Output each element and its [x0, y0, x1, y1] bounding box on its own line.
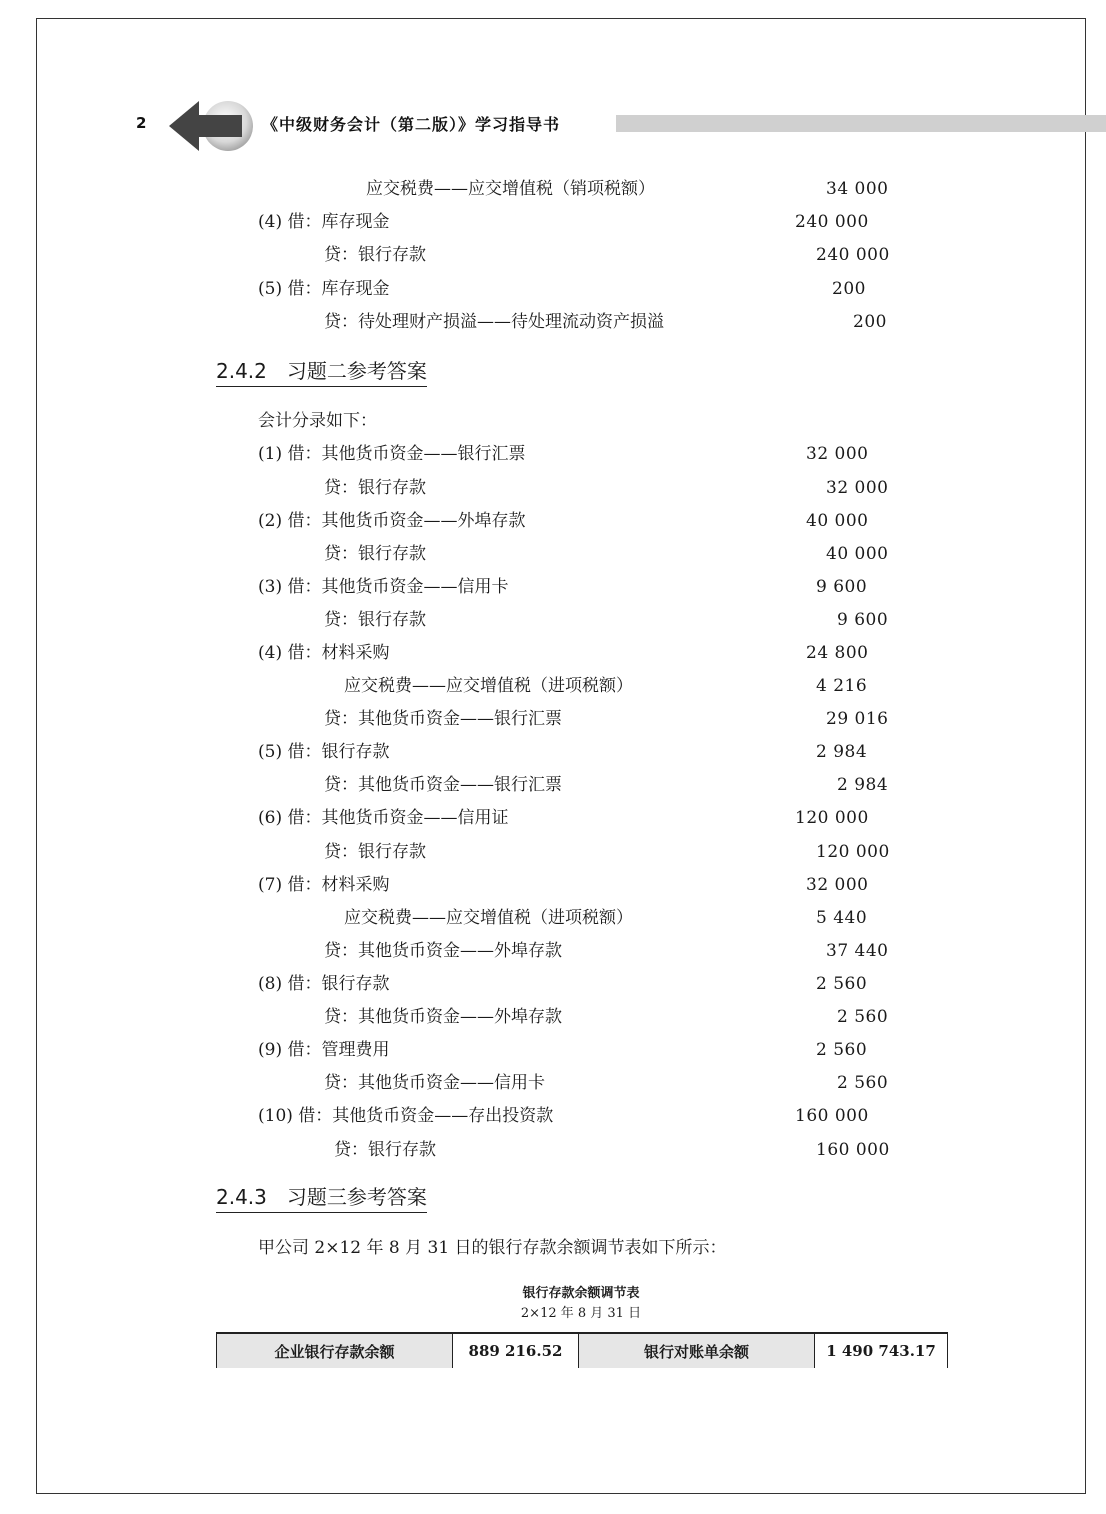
entry-amount: 2 984 [837, 775, 889, 795]
entry-label: 贷：银行存款 [334, 1140, 436, 1160]
entry-amount: 120 000 [795, 808, 869, 828]
table-header-row [217, 1333, 948, 1368]
entry-amount: 34 000 [826, 179, 889, 199]
entry-label: 贷：其他货币资金——外埠存款 [324, 941, 562, 961]
section-heading-2-4-2 [216, 358, 427, 387]
journal-entry [0, 307, 1106, 337]
table-date: 2×12 年 8 月 31 日 [520, 1306, 642, 1321]
entry-label: (5) 借：库存现金 [258, 279, 390, 299]
entry-label: (2) 借：其他货币资金——外埠存款 [258, 511, 526, 531]
entry-amount: 160 000 [816, 1140, 890, 1160]
journal-entry [0, 1068, 1106, 1098]
journal-entry [0, 870, 1106, 900]
entry-label: (9) 借：管理费用 [258, 1040, 390, 1060]
journal-entry [0, 1035, 1106, 1065]
journal-entry [0, 207, 1106, 237]
book-title: 《中级财务会计（第二版）》学习指导书 [262, 115, 561, 134]
entry-label: (6) 借：其他货币资金——信用证 [258, 808, 509, 828]
entry-amount: 200 [832, 279, 866, 299]
journal-entry [0, 174, 1106, 204]
section-intro: 会计分录如下： [258, 411, 377, 431]
header-bar [616, 115, 1106, 132]
journal-entry [0, 770, 1106, 800]
journal-entry [0, 936, 1106, 966]
bank-balance-label: 银行对账单余额 [579, 1333, 815, 1368]
journal-entry [0, 1002, 1106, 1032]
journal-entry [0, 903, 1106, 933]
entry-amount: 37 440 [826, 941, 889, 961]
entry-label: 贷：银行存款 [324, 610, 426, 630]
entry-label: (5) 借：银行存款 [258, 742, 390, 762]
entry-amount: 4 216 [816, 676, 868, 696]
section-number: 2.4.2 [216, 359, 267, 383]
entry-amount: 5 440 [816, 908, 868, 928]
entry-amount: 160 000 [795, 1106, 869, 1126]
journal-entry [0, 737, 1106, 767]
entry-amount: 32 000 [806, 444, 869, 464]
entry-label: (1) 借：其他货币资金——银行汇票 [258, 444, 526, 464]
entry-label: 贷：其他货币资金——银行汇票 [324, 775, 562, 795]
entry-amount: 2 560 [837, 1073, 889, 1093]
journal-entry [0, 671, 1106, 701]
journal-entry [0, 704, 1106, 734]
entry-amount: 2 984 [816, 742, 868, 762]
journal-entry [0, 572, 1106, 602]
journal-entry [0, 539, 1106, 569]
entry-amount: 40 000 [826, 544, 889, 564]
page-number: 2 [136, 114, 147, 132]
journal-entry [0, 1135, 1106, 1165]
entry-label: 贷：其他货币资金——外埠存款 [324, 1007, 562, 1027]
entry-label: (7) 借：材料采购 [258, 875, 390, 895]
entry-amount: 240 000 [816, 245, 890, 265]
entry-amount: 2 560 [837, 1007, 889, 1027]
entry-amount: 24 800 [806, 643, 869, 663]
entry-label: 贷：其他货币资金——信用卡 [324, 1073, 545, 1093]
journal-entry [0, 837, 1106, 867]
entry-amount: 9 600 [837, 610, 889, 630]
bank-balance-value: 1 490 743.17 [815, 1333, 948, 1368]
section-intro: 甲公司 2×12 年 8 月 31 日的银行存款余额调节表如下所示： [258, 1238, 727, 1258]
entry-amount: 2 560 [816, 974, 868, 994]
entry-label: (4) 借：材料采购 [258, 643, 390, 663]
journal-entry [0, 803, 1106, 833]
journal-entry [0, 605, 1106, 635]
section-heading-2-4-3 [216, 1184, 427, 1213]
left-arrow-icon [166, 98, 256, 154]
journal-entry [0, 473, 1106, 503]
journal-entry [0, 506, 1106, 536]
entry-amount: 200 [853, 312, 887, 332]
section-title: 习题三参考答案 [286, 1185, 427, 1209]
section-title: 习题二参考答案 [286, 359, 427, 383]
company-balance-value: 889 216.52 [453, 1333, 579, 1368]
entry-amount: 120 000 [816, 842, 890, 862]
entry-amount: 32 000 [826, 478, 889, 498]
entry-amount: 9 600 [816, 577, 868, 597]
entry-label: 应交税费——应交增值税（进项税额） [344, 676, 633, 696]
entry-label: 应交税费——应交增值税（销项税额） [366, 179, 655, 199]
entry-label: (8) 借：银行存款 [258, 974, 390, 994]
entry-label: 应交税费——应交增值税（进项税额） [344, 908, 633, 928]
journal-entry [0, 638, 1106, 668]
section-number: 2.4.3 [216, 1185, 267, 1209]
entry-label: 贷：待处理财产损溢——待处理流动资产损溢 [324, 312, 664, 332]
entry-label: (3) 借：其他货币资金——信用卡 [258, 577, 509, 597]
table-title: 银行存款余额调节表 [522, 1286, 640, 1301]
entry-label: 贷：银行存款 [324, 842, 426, 862]
journal-entry [0, 1101, 1106, 1131]
entry-amount: 29 016 [826, 709, 889, 729]
entry-amount: 2 560 [816, 1040, 868, 1060]
entry-amount: 32 000 [806, 875, 869, 895]
entry-label: 贷：银行存款 [324, 544, 426, 564]
journal-entry [0, 439, 1106, 469]
entry-label: 贷：其他货币资金——银行汇票 [324, 709, 562, 729]
journal-entry [0, 969, 1106, 999]
entry-label: 贷：银行存款 [324, 245, 426, 265]
entry-label: (10) 借：其他货币资金——存出投资款 [258, 1106, 554, 1126]
entry-amount: 40 000 [806, 511, 869, 531]
reconciliation-table [216, 1332, 948, 1368]
journal-entry [0, 240, 1106, 270]
journal-entry [0, 274, 1106, 304]
company-balance-label: 企业银行存款余额 [217, 1333, 453, 1368]
entry-amount: 240 000 [795, 212, 869, 232]
entry-label: 贷：银行存款 [324, 478, 426, 498]
entry-label: (4) 借：库存现金 [258, 212, 390, 232]
